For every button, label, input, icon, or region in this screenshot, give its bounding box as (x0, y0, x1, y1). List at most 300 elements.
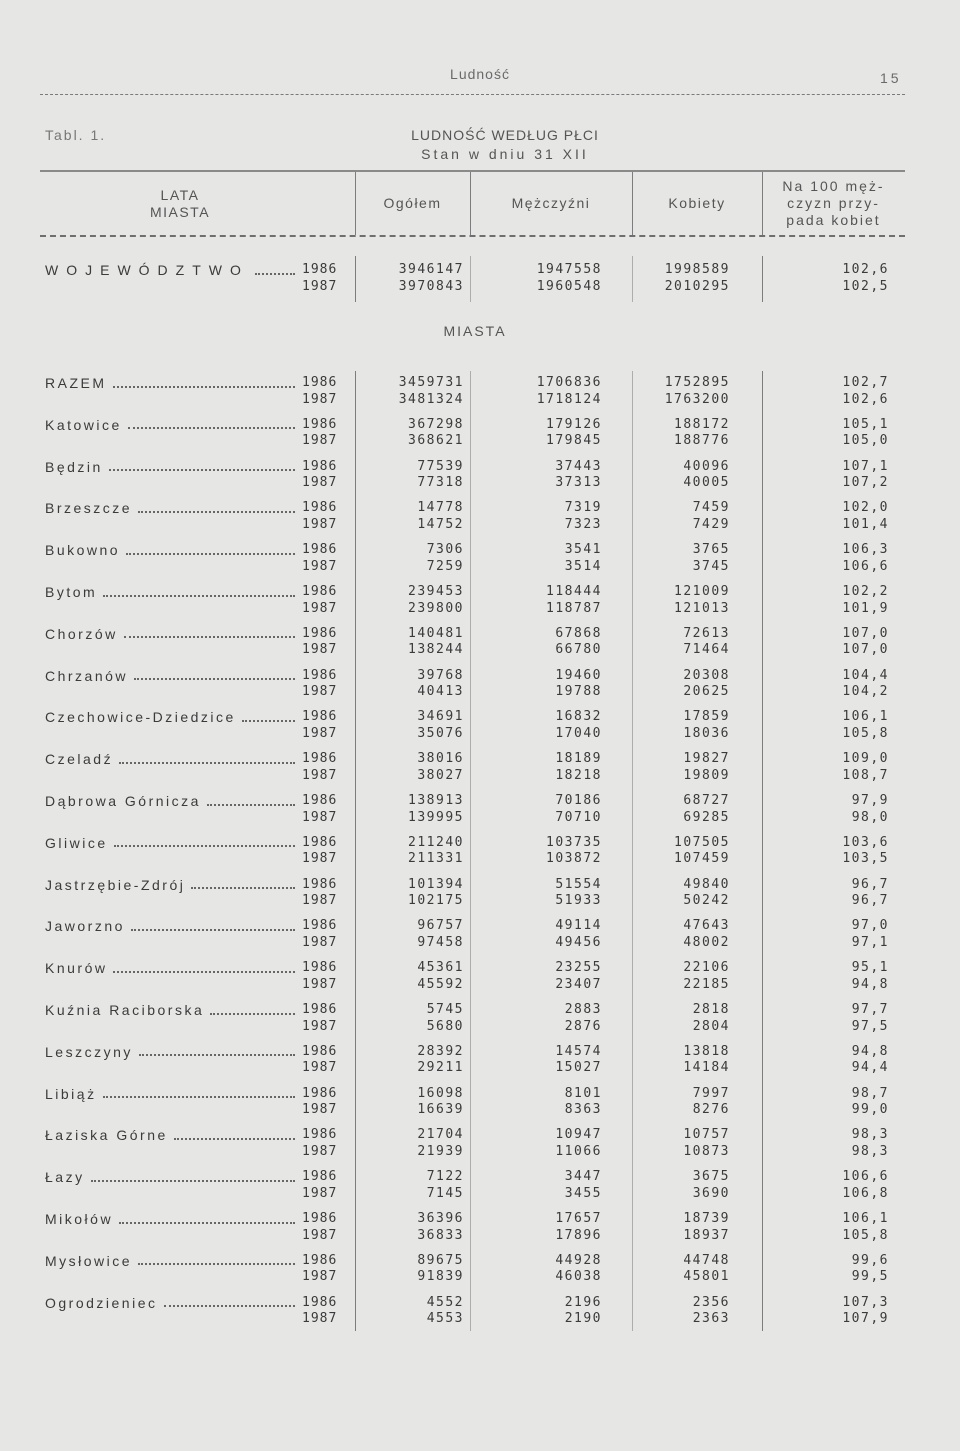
header-rule (40, 94, 905, 95)
city-block (0, 500, 960, 533)
total-cell: 36833 (417, 1227, 464, 1243)
city-block (0, 1211, 960, 1244)
ratio-cell: 108,7 (842, 767, 889, 783)
year-cell: 1986 (302, 416, 338, 432)
women-cell: 20308 (683, 667, 730, 683)
column-divider (632, 172, 633, 235)
page-number: 15 (880, 70, 902, 86)
year-cell: 1986 (302, 834, 338, 850)
men-cell: 3447 (564, 1169, 602, 1185)
city-name (45, 1044, 295, 1061)
ratio-cell: 98,3 (851, 1127, 889, 1143)
women-cell: 3745 (692, 558, 730, 574)
table-row (0, 918, 960, 935)
year-cell: 1986 (302, 960, 338, 976)
city-name (45, 417, 295, 434)
men-cell: 37313 (555, 475, 602, 491)
table-row (0, 751, 960, 768)
row-label: Chrzanów (45, 667, 129, 684)
men-cell: 18218 (555, 767, 602, 783)
men-cell: 103872 (546, 851, 602, 867)
women-cell: 10757 (683, 1127, 730, 1143)
men-cell: 2883 (564, 1002, 602, 1017)
ratio-cell: 94,8 (851, 1043, 889, 1059)
table-row (0, 877, 960, 894)
year-cell: 1986 (302, 709, 338, 725)
total-cell: 38027 (417, 767, 464, 783)
total-cell: 138244 (408, 642, 464, 658)
men-cell: 17896 (555, 1227, 602, 1243)
women-cell: 17859 (683, 709, 730, 725)
dot-leader (114, 845, 295, 847)
men-cell: 49456 (555, 934, 602, 950)
men-cell: 1960548 (536, 278, 602, 294)
ratio-cell: 106,3 (842, 542, 889, 558)
year-cell: 1987 (302, 391, 338, 407)
women-cell: 72613 (683, 625, 730, 641)
total-cell: 97458 (417, 934, 464, 950)
city-block (0, 709, 960, 742)
men-cell: 1947558 (536, 262, 602, 277)
row-label: WOJEWÓDZTWO (45, 262, 249, 278)
men-cell: 8363 (564, 1102, 602, 1118)
men-cell: 179126 (546, 416, 602, 432)
ratio-cell: 105,8 (842, 1227, 889, 1243)
dot-leader (103, 1096, 295, 1098)
table-title: LUDNOŚĆ WEDŁUG PŁCI (411, 127, 599, 143)
total-cell: 7259 (426, 558, 464, 574)
women-cell: 49840 (683, 876, 730, 892)
city-name (45, 1253, 295, 1270)
total-cell: 138913 (408, 793, 464, 808)
dot-leader (255, 273, 295, 275)
ratio-cell: 97,0 (851, 918, 889, 934)
men-cell: 103735 (546, 834, 602, 850)
year-cell: 1986 (302, 584, 338, 599)
ratio-cell: 97,5 (851, 1018, 889, 1034)
year-cell: 1986 (302, 1043, 338, 1059)
city-block (0, 877, 960, 910)
men-cell: 49114 (555, 918, 602, 934)
total-cell: 5745 (426, 1002, 464, 1017)
city-name (45, 1211, 295, 1228)
dot-leader (138, 1263, 295, 1265)
column-header-ratio-line: czyzn przy- (787, 195, 880, 211)
running-header-title: Ludność (450, 66, 510, 82)
dot-leader (138, 511, 295, 513)
total-cell: 40413 (417, 684, 464, 700)
women-cell: 8276 (692, 1102, 730, 1118)
ratio-cell: 102,0 (842, 500, 889, 516)
women-cell: 3690 (692, 1185, 730, 1201)
year-cell: 1987 (302, 1102, 338, 1118)
men-cell: 3514 (564, 558, 602, 574)
city-block (0, 793, 960, 826)
total-cell: 7122 (426, 1169, 464, 1185)
total-cell: 140481 (408, 625, 464, 641)
men-cell: 23407 (555, 976, 602, 992)
women-cell: 71464 (683, 642, 730, 658)
row-label: Brzeszcze (45, 500, 133, 517)
year-cell: 1987 (302, 767, 338, 783)
total-cell: 38016 (417, 751, 464, 767)
table-row (0, 584, 960, 601)
men-cell: 23255 (555, 960, 602, 976)
ratio-cell: 96,7 (851, 876, 889, 892)
row-label: Łazy (45, 1169, 85, 1186)
city-name (45, 459, 295, 476)
city-block (0, 584, 960, 617)
women-cell: 22185 (683, 976, 730, 992)
women-cell: 69285 (683, 809, 730, 825)
men-cell: 46038 (555, 1269, 602, 1285)
women-cell: 121013 (674, 600, 730, 616)
men-cell: 10947 (555, 1127, 602, 1143)
women-cell: 107505 (674, 834, 730, 850)
total-cell: 368621 (408, 433, 464, 449)
city-block (0, 1002, 960, 1035)
women-cell: 2363 (692, 1311, 730, 1327)
men-cell: 37443 (555, 458, 602, 474)
year-cell: 1987 (302, 642, 338, 658)
men-cell: 7323 (564, 516, 602, 532)
ratio-cell: 103,6 (842, 834, 889, 850)
row-label: Łaziska Górne (45, 1127, 168, 1144)
city-name (45, 626, 295, 643)
ratio-cell: 94,8 (851, 976, 889, 992)
women-cell: 13818 (683, 1043, 730, 1059)
total-cell: 3481324 (398, 391, 464, 407)
table-row (0, 1102, 960, 1119)
column-header-label-line: MIASTA (149, 203, 211, 220)
ratio-cell: 107,9 (842, 1311, 889, 1327)
year-cell: 1987 (302, 1143, 338, 1159)
year-cell: 1986 (302, 1294, 338, 1310)
year-cell: 1987 (302, 893, 338, 909)
ratio-cell: 105,1 (842, 416, 889, 432)
city-name (45, 1169, 295, 1186)
men-cell: 17040 (555, 725, 602, 741)
column-header-ratio-line: pada kobiet (786, 212, 881, 228)
table-row (0, 793, 960, 810)
total-cell: 211331 (408, 851, 464, 867)
year-cell: 1987 (302, 278, 338, 294)
city-name (45, 500, 295, 517)
ratio-cell: 107,0 (842, 625, 889, 641)
women-cell: 2804 (692, 1018, 730, 1034)
table-row (0, 668, 960, 685)
row-label: Mikołów (45, 1211, 114, 1227)
ratio-cell: 102,6 (842, 262, 889, 277)
men-cell: 2190 (564, 1311, 602, 1327)
women-cell: 188172 (674, 416, 730, 432)
row-label: Bukowno (45, 542, 121, 559)
table-row (0, 977, 960, 994)
row-label: Czeladź (45, 751, 114, 768)
men-cell: 15027 (555, 1060, 602, 1076)
women-cell: 18739 (683, 1211, 730, 1226)
women-cell: 188776 (674, 433, 730, 449)
dot-leader (139, 1054, 295, 1056)
section-label: MIASTA (443, 323, 507, 339)
total-cell: 239453 (408, 584, 464, 599)
column-divider (762, 172, 763, 235)
table-row (0, 1044, 960, 1061)
year-cell: 1987 (302, 725, 338, 741)
total-cell: 21704 (417, 1127, 464, 1143)
women-cell: 47643 (683, 918, 730, 934)
table-label: Tabl. 1. (45, 127, 107, 143)
column-header-total: Ogółem (383, 195, 442, 211)
row-label: Dąbrowa Górnicza (45, 793, 201, 809)
header-bottom-rule (40, 235, 905, 237)
men-cell: 11066 (555, 1143, 602, 1159)
total-cell: 102175 (408, 893, 464, 909)
ratio-cell: 104,2 (842, 684, 889, 700)
men-cell: 17657 (555, 1211, 602, 1226)
year-cell: 1987 (302, 1060, 338, 1076)
city-name (45, 751, 295, 768)
men-cell: 70710 (555, 809, 602, 825)
men-cell: 2196 (564, 1294, 602, 1310)
city-block (0, 1044, 960, 1077)
column-header-ratio (762, 172, 905, 235)
year-cell: 1987 (302, 558, 338, 574)
total-cell: 36396 (417, 1211, 464, 1226)
table-row (0, 1228, 960, 1245)
dot-leader (91, 1180, 295, 1182)
total-cell: 14752 (417, 516, 464, 532)
year-cell: 1986 (302, 1085, 338, 1101)
table-row (0, 1144, 960, 1161)
year-cell: 1986 (302, 918, 338, 934)
table-row (0, 1127, 960, 1144)
ratio-cell: 97,9 (851, 793, 889, 808)
ratio-cell: 99,5 (851, 1269, 889, 1285)
dot-leader (109, 469, 295, 471)
total-cell: 14778 (417, 500, 464, 516)
total-cell: 45592 (417, 976, 464, 992)
year-cell: 1986 (302, 625, 338, 641)
city-name (45, 793, 295, 810)
total-cell: 239800 (408, 600, 464, 616)
year-cell: 1986 (302, 1127, 338, 1143)
total-cell: 101394 (408, 876, 464, 892)
total-cell: 21939 (417, 1143, 464, 1159)
table-row (0, 893, 960, 910)
ratio-cell: 96,7 (851, 893, 889, 909)
row-label: Kuźnia Raciborska (45, 1002, 205, 1018)
row-label: Bytom (45, 584, 98, 600)
women-cell: 1763200 (664, 391, 730, 407)
column-header-label-line: LATA (160, 186, 200, 203)
women-cell: 121009 (674, 584, 730, 599)
table-row (0, 726, 960, 743)
city-name (45, 960, 295, 977)
total-cell: 16639 (417, 1102, 464, 1118)
year-cell: 1987 (302, 851, 338, 867)
dot-leader (119, 762, 295, 764)
table-row (0, 542, 960, 559)
column-header-women: Kobiety (668, 195, 726, 211)
dot-leader (134, 678, 295, 680)
table-row (0, 375, 960, 392)
men-cell: 8101 (564, 1085, 602, 1101)
year-cell: 1986 (302, 500, 338, 516)
women-cell: 14184 (683, 1060, 730, 1076)
men-cell: 1718124 (536, 391, 602, 407)
table-row (0, 1269, 960, 1286)
city-name (45, 918, 295, 935)
men-cell: 179845 (546, 433, 602, 449)
column-header-men: Mężczyźni (511, 195, 591, 211)
women-cell: 1998589 (664, 262, 730, 277)
year-cell: 1986 (302, 542, 338, 558)
women-cell: 7429 (692, 516, 730, 532)
table-row (0, 279, 960, 296)
total-cell: 39768 (417, 667, 464, 683)
dot-leader (113, 971, 295, 973)
city-block (0, 1253, 960, 1286)
ratio-cell: 102,2 (842, 584, 889, 599)
year-cell: 1987 (302, 475, 338, 491)
ratio-cell: 107,3 (842, 1294, 889, 1310)
total-cell: 89675 (417, 1252, 464, 1268)
ratio-cell: 102,5 (842, 278, 889, 294)
table-row (0, 1311, 960, 1328)
dot-leader (103, 595, 295, 597)
city-name (45, 1086, 295, 1103)
ratio-cell: 97,1 (851, 934, 889, 950)
total-cell: 367298 (408, 416, 464, 432)
year-cell: 1986 (302, 375, 338, 390)
row-label: Leszczyny (45, 1043, 133, 1060)
ratio-cell: 99,0 (851, 1102, 889, 1118)
table-row (0, 517, 960, 534)
row-label: Jaworzno (45, 918, 125, 935)
total-cell: 28392 (417, 1043, 464, 1059)
table-row (0, 1002, 960, 1019)
city-name (45, 835, 295, 852)
city-block (0, 375, 960, 408)
city-block (0, 542, 960, 575)
row-label: RAZEM (45, 375, 107, 391)
men-cell: 3455 (564, 1185, 602, 1201)
women-cell: 44748 (683, 1252, 730, 1268)
men-cell: 51554 (555, 876, 602, 892)
dot-leader (128, 427, 295, 429)
table-row (0, 500, 960, 517)
city-block (0, 1169, 960, 1202)
city-name (45, 668, 295, 685)
year-cell: 1986 (302, 876, 338, 892)
year-cell: 1986 (302, 1169, 338, 1185)
table-row (0, 559, 960, 576)
total-cell: 96757 (417, 918, 464, 934)
city-name (45, 542, 295, 559)
city-block (0, 751, 960, 784)
city-block (0, 459, 960, 492)
table-row (0, 626, 960, 643)
ratio-cell: 106,1 (842, 709, 889, 725)
table-row (0, 433, 960, 450)
men-cell: 19460 (555, 667, 602, 683)
women-cell: 7459 (692, 500, 730, 516)
total-cell: 139995 (408, 809, 464, 825)
total-cell: 4553 (426, 1311, 464, 1327)
total-cell: 7145 (426, 1185, 464, 1201)
ratio-cell: 105,8 (842, 725, 889, 741)
column-divider (355, 172, 356, 235)
dot-leader (113, 386, 296, 388)
women-cell: 3765 (692, 542, 730, 558)
dot-leader (131, 929, 295, 931)
total-cell: 4552 (426, 1294, 464, 1310)
total-cell: 3459731 (398, 375, 464, 390)
women-cell: 48002 (683, 934, 730, 950)
men-cell: 7319 (564, 500, 602, 516)
table-row (0, 1253, 960, 1270)
women-cell: 7997 (692, 1085, 730, 1101)
women-cell: 18937 (683, 1227, 730, 1243)
table-subtitle: Stan w dniu 31 XII (421, 146, 589, 162)
city-name (45, 584, 295, 601)
men-cell: 44928 (555, 1252, 602, 1268)
year-cell: 1986 (302, 667, 338, 683)
city-name (45, 709, 295, 726)
table-row (0, 601, 960, 618)
women-cell: 10873 (683, 1143, 730, 1159)
men-cell: 118444 (546, 584, 602, 599)
column-divider (470, 172, 471, 235)
men-cell: 66780 (555, 642, 602, 658)
women-cell: 40005 (683, 475, 730, 491)
city-block (0, 918, 960, 951)
table-row (0, 768, 960, 785)
year-cell: 1986 (302, 262, 338, 277)
ratio-cell: 107,2 (842, 475, 889, 491)
ratio-cell: 106,1 (842, 1211, 889, 1226)
ratio-cell: 99,6 (851, 1252, 889, 1268)
men-cell: 70186 (555, 793, 602, 808)
row-label: Libiąż (45, 1085, 97, 1102)
city-block (0, 1295, 960, 1328)
men-cell: 2876 (564, 1018, 602, 1034)
city-name (45, 375, 295, 392)
total-cell: 7306 (426, 542, 464, 558)
ratio-cell: 106,8 (842, 1185, 889, 1201)
row-label: Czechowice-Dziedzice (45, 709, 236, 726)
table-row (0, 1169, 960, 1186)
table-row (0, 1295, 960, 1312)
men-cell: 14574 (555, 1043, 602, 1059)
ratio-cell: 102,7 (842, 375, 889, 390)
dot-leader (126, 553, 295, 555)
city-block (0, 668, 960, 701)
ratio-cell: 94,4 (851, 1060, 889, 1076)
year-cell: 1987 (302, 684, 338, 700)
city-block (0, 1086, 960, 1119)
dot-leader (242, 720, 295, 722)
table-row (0, 262, 960, 279)
total-cell: 3946147 (398, 262, 464, 277)
women-cell: 22106 (683, 960, 730, 976)
men-cell: 118787 (546, 600, 602, 616)
row-label: Jastrzębie-Zdrój (45, 876, 186, 893)
women-cell: 19827 (683, 751, 730, 767)
women-cell: 2356 (692, 1294, 730, 1310)
ratio-cell: 97,7 (851, 1002, 889, 1017)
